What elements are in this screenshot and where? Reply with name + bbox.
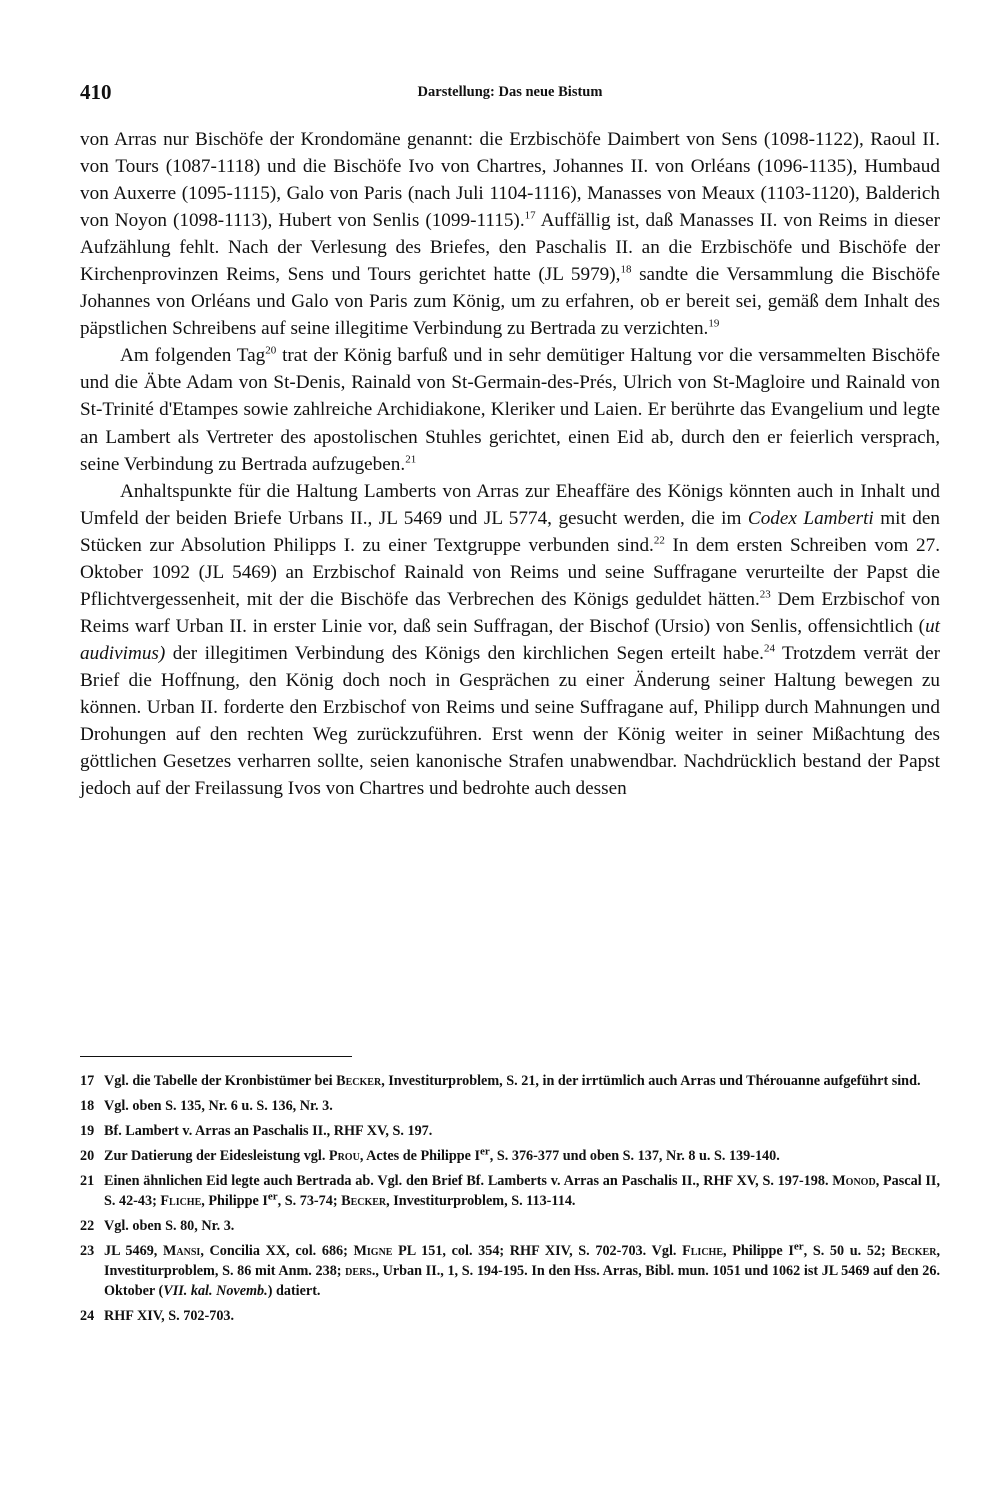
footnote-23: 23 JL 5469, Mansi, Concilia XX, col. 686; Migne PL 151, col. 354; RHF XIV, S. 702-703. Vgl. Fliche, Philippe Ier, S. 50 u. 52; Becker, Investiturproblem, S. 86 mit Anm. 238; ders., Urban II., 1, S. 194-195. In den Hss. Arras, Bibl. mun. 1051 und 1062 ist JL 5469 auf den 26. Oktober (VII. kal. Novemb.) datiert. [80,1240,940,1299]
paragraph-1: von Arras nur Bischöfe der Krondomäne genannt: die Erzbischöfe Daimbert von Sens (1098-1122), Raoul II. von Tours (1087-1118) und die Bischöfe Ivo von Chartres, Johannes II. von Orléans (1096-1135), Humbaud von Auxerre (1095-1115), Galo von Paris (nach Juli 1104-1116), Manasses von Meaux (1103-1120), Balderich von Noyon (1098-1113), Hubert von Senlis (1099-1115).$^{17}$ Auffällig ist, daß Manasses II. von Reims in dieser Aufzählung fehlt. Nach der Verlesung des Briefes, den Paschalis II. an die Erzbischöfe und Bischöfe der Kirchenprovinzen Reims, Sens und Tours gerichtet hatte (JL 5979),$^{18}$ sandte die Versammlung die Bischöfe Johannes von Orléans und Galo von Paris zum König, um zu erfahren, ob er bereit sei, gemäß dem Inhalt des päpstlichen Schreibens auf seine illegitime Verbindung zu Bertrada zu verzichten.$^{19}$ [80,129,940,340]
footnote-ref-19: 19 [708,317,720,330]
running-head: Darstellung: Das neue Bistum [417,84,603,100]
paragraph-3: Anhaltspunkte für die Haltung Lamberts von Arras zur Eheaffäre des Königs könnten auch in Inhalt und Umfeld der beiden Briefe Urbans II., JL 5469 und JL 5774, gesucht werden, die im Codex Lamberti mit den Stücken zur Absolution Philipps I. zu einer Textgruppe verbunden sind.$^{22}$ In dem ersten Schreiben vom 27. Oktober 1092 (JL 5469) an Erzbischof Rainald von Reims und seine Suffragane verurteilte der Papst die Pflichtvergessenheit, mit der die Bischöfe das Verbrechen des Königs geduldet hätten.$^{23}$ Dem Erzbischof von Reims warf Urban II. in erster Linie vor, daß sein Suffragan, der Bischof (Ursio) von Senlis, offensichtlich (ut audivimus) der illegitimen Verbindung des Königs den kirchlichen Segen erteilt habe.$^{24}$ Trotzdem verrät der Brief die Hoffnung, den König doch noch in Gesprächen zu einer Änderung seiner Haltung bewegen zu können. Urban II. forderte den Erzbischof von Reims und seine Suffragane auf, Philipp durch Mahnungen und Drohungen auf den rechten Weg zurückzuführen. Erst wenn der König weiter in seiner Mißachtung des göttlichen Gesetzes verharren sollte, seien kanonische Strafen unabwendbar. Nachdrücklich bestand der Papst jedoch auf der Freilassung Ivos von Chartres und bedrohte auch dessen [80,480,940,800]
footnote-ref-21: 21 [405,453,417,466]
footnote-21: 21 Einen ähnlichen Eid legte auch Bertrada ab. Vgl. den Brief Bf. Lamberts v. Arras an Paschalis II., RHF XV, S. 197-198. Monod, Pascal II, S. 42-43; Fliche, Philippe Ier, S. 73-74; Becker, Investiturproblem, S. 113-114. [80,1173,941,1209]
page-number: 410 [80,80,112,104]
footnote-ref-23: 23 [759,588,771,601]
footnote-19: 19 Bf. Lambert v. Arras an Paschalis II., RHF XV, S. 197. [80,1123,433,1139]
footnote-ref-20: 20 [265,344,277,357]
footnote-22: 22 Vgl. oben S. 80, Nr. 3. [80,1218,235,1234]
paragraph-2: Am folgenden Tag$^{20}$ trat der König barfuß und in sehr demütiger Haltung vor die versammelten Bischöfe und die Äbte Adam von St-Denis, Rainald von St-Germain-des-Prés, Ulrich von St-Magloire und Rainald von St-Trinité d'Etampes sowie zahlreiche Archidiakone, Kleriker und Laien. Er berührte das Evangelium und legte an Lambert als Vertreter des apostolischen Stuhles gerichtet, einen Eid ab, durch den er feierlich versprach, seine Verbindung zu Bertrada aufzugeben.$^{21}$ [80,344,940,475]
footnote-ref-18: 18 [620,263,632,276]
footnote-ref-24: 24 [763,642,775,655]
footnote-17: 17 Vgl. die Tabelle der Kronbistümer bei Becker, Investiturproblem, S. 21, in der irrtümlich auch Arras und Thérouanne aufgeführt sind. [80,1073,921,1089]
footnote-20: 20 Zur Datierung der Eidesleistung vgl. Prou, Actes de Philippe Ier, S. 376-377 und oben S. 137, Nr. 8 u. S. 139-140. [80,1145,780,1164]
body-text [80,126,940,802]
footnote-24: 24 RHF XIV, S. 702-703. [80,1308,235,1324]
footnote-divider [80,1056,352,1057]
footnote-ref-22: 22 [653,534,665,547]
page-header [80,80,940,110]
footnote-ref-17: 17 [524,209,536,222]
footnotes [80,1071,940,1331]
footnote-18: 18 Vgl. oben S. 135, Nr. 6 u. S. 136, Nr. 3. [80,1098,333,1114]
